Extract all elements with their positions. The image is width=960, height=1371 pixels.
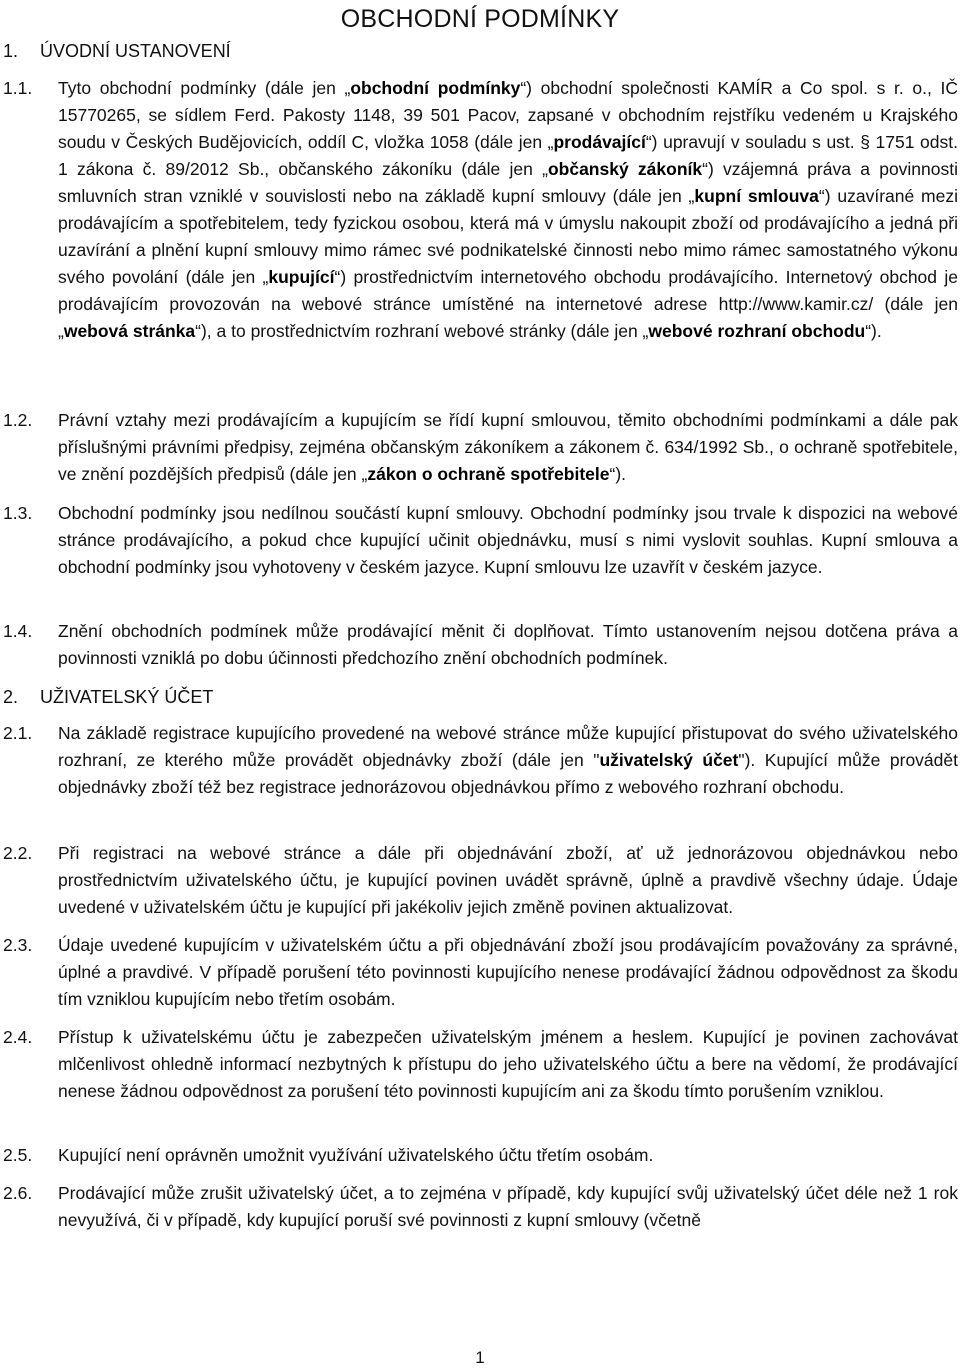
clause — [0, 407, 958, 488]
section-number: 2. — [3, 687, 19, 707]
defined-term: uživatelský účet — [599, 750, 739, 770]
clause-text: Údaje uvedené kupujícím v uživatelském účtu a při objednávání zboží jsou prodávajícím považovány za správné, úplné a pravdivé. V případě porušení této povinnosti kupujícího nenese prodávající žádnou odpovědnost za škodu tím vzniklou kupujícím nebo třetím osobám. — [58, 935, 958, 1009]
clause-number: 2.6. — [3, 1183, 33, 1203]
clause-number: 2.4. — [3, 1027, 33, 1047]
clause-number: 2.2. — [3, 843, 33, 863]
defined-term: kupující — [268, 267, 335, 287]
clause — [0, 1024, 958, 1105]
defined-term: zákon o ochraně spotřebitele — [367, 464, 610, 484]
clause — [0, 1142, 958, 1169]
clause — [0, 618, 958, 672]
clause-text: Kupující není oprávněn umožnit využívání uživatelského účtu třetím osobám. — [58, 1145, 654, 1165]
clause — [0, 1180, 958, 1234]
section-title: UŽIVATELSKÝ ÚČET — [40, 687, 214, 707]
clause-text: Právní vztahy mezi prodávajícím a kupujícím se řídí kupní smlouvou, těmito obchodními podmínkami a dále pak příslušnými právními předpisy, zejména občanským zákoníkem a zákonem č. 634/1992 Sb., o ochraně spotřebitele, ve znění pozdějších předpisů (dále jen „zákon o ochraně spotřebitele“). — [58, 410, 958, 484]
defined-term: obchodní podmínky — [350, 78, 521, 98]
clause-text: Na základě registrace kupujícího provedené na webové stránce může kupující přistupovat do svého uživatelského rozhraní, ze kterého může provádět objednávky zboží (dále jen "uživatelský účet"). Kupující může provádět objednávky zboží též bez registrace jednorázovou objednávkou přímo z webového rozhraní obchodu. — [58, 723, 958, 797]
section-title: ÚVODNÍ USTANOVENÍ — [40, 41, 231, 61]
section-heading — [3, 38, 231, 64]
clause — [0, 500, 958, 581]
section-heading — [3, 684, 213, 710]
clause-text: Při registraci na webové stránce a dále při objednávání zboží, ať už jednorázovou objednávkou nebo prostřednictvím uživatelského účtu, je kupující povinen uvádět správně, úplně a pravdivě všechny údaje. Údaje uvedené v uživatelském účtu je kupující při jakékoliv jejich změně povinen aktualizovat. — [58, 843, 958, 917]
clause-text: Přístup k uživatelskému účtu je zabezpečen uživatelským jménem a heslem. Kupující je povinen zachovávat mlčenlivost ohledně informací nezbytných k přístupu do jeho uživatelského účtu a bere na vědomí, že prodávající nenese žádnou odpovědnost za porušení této povinnosti kupujícím ani za škodu tímto porušením vzniklou. — [58, 1027, 958, 1101]
clause-number: 2.1. — [3, 723, 33, 743]
document-title: OBCHODNÍ PODMÍNKY — [340, 5, 620, 33]
defined-term: kupní smlouva — [694, 186, 819, 206]
clause-number: 1.4. — [3, 621, 33, 641]
clause-text: Tyto obchodní podmínky (dále jen „obchodní podmínky“) obchodní společnosti KAMÍR a Co spol. s r. o., IČ 15770265, se sídlem Ferd. Pakosty 1148, 39 501 Pacov, zapsané v obchodním rejstříku vedeném u Krajského soudu v Českých Budějovicích, oddíl C, vložka 1058 (dále jen „prodávající“) upravují v souladu s ust. § 1751 odst. 1 zákona č. 89/2012 Sb., občanského zákoníku (dále jen „občanský zákoník“) vzájemná práva a povinnosti smluvních stran vzniklé v souvislosti nebo na základě kupní smlouvy (dále jen „kupní smlouva“) uzavírané mezi prodávajícím a spotřebitelem, tedy fyzickou osobou, která má v úmyslu nakoupit zboží od prodávajícího a jedná při uzavírání a plnění kupní smlouvy mimo rámec své podnikatelské činnosti nebo mimo rámec samostatného výkonu svého povolání (dále jen „kupující“) prostřednictvím internetového obchodu prodávajícího. Internetový obchod je prodávajícím provozován na webové stránce umístěné na internetové adrese http://www.kamir.cz/ (dále jen „webová stránka“), a to prostřednictvím rozhraní webové stránky (dále jen „webové rozhraní obchodu“). — [58, 78, 959, 341]
defined-term: webová stránka — [63, 321, 196, 341]
page-number: 1 — [475, 1348, 485, 1367]
clause-number: 2.5. — [3, 1145, 33, 1165]
clause-number: 2.3. — [3, 935, 33, 955]
clause — [0, 720, 958, 801]
clause-number: 1.1. — [3, 78, 33, 98]
clause — [0, 75, 958, 345]
clause-text: Prodávající může zrušit uživatelský účet, a to zejména v případě, kdy kupující svůj uživatelský účet déle než 1 rok nevyužívá, či v případě, kdy kupující poruší své povinnosti z kupní smlouvy (včetně — [58, 1183, 958, 1230]
clause-number: 1.2. — [3, 410, 33, 430]
clause-number: 1.3. — [3, 503, 33, 523]
clause — [0, 932, 958, 1013]
defined-term: prodávající — [553, 132, 646, 152]
defined-term: webové rozhraní obchodu — [648, 321, 866, 341]
clause — [0, 840, 958, 921]
defined-term: občanský zákoník — [547, 159, 703, 179]
clause-text: Znění obchodních podmínek může prodávající měnit či doplňovat. Tímto ustanovením nejsou dotčena práva a povinnosti vzniklá po dobu účinnosti předchozího znění obchodních podmínek. — [58, 621, 958, 668]
section-number: 1. — [3, 41, 19, 61]
clause-text: Obchodní podmínky jsou nedílnou součástí kupní smlouvy. Obchodní podmínky jsou trvale k dispozici na webové stránce prodávajícího, a pokud chce kupující učinit objednávku, musí s nimi vyslovit souhlas. Kupní smlouva a obchodní podmínky jsou vyhotoveny v českém jazyce. Kupní smlouvu lze uzavřít v českém jazyce. — [58, 503, 958, 577]
